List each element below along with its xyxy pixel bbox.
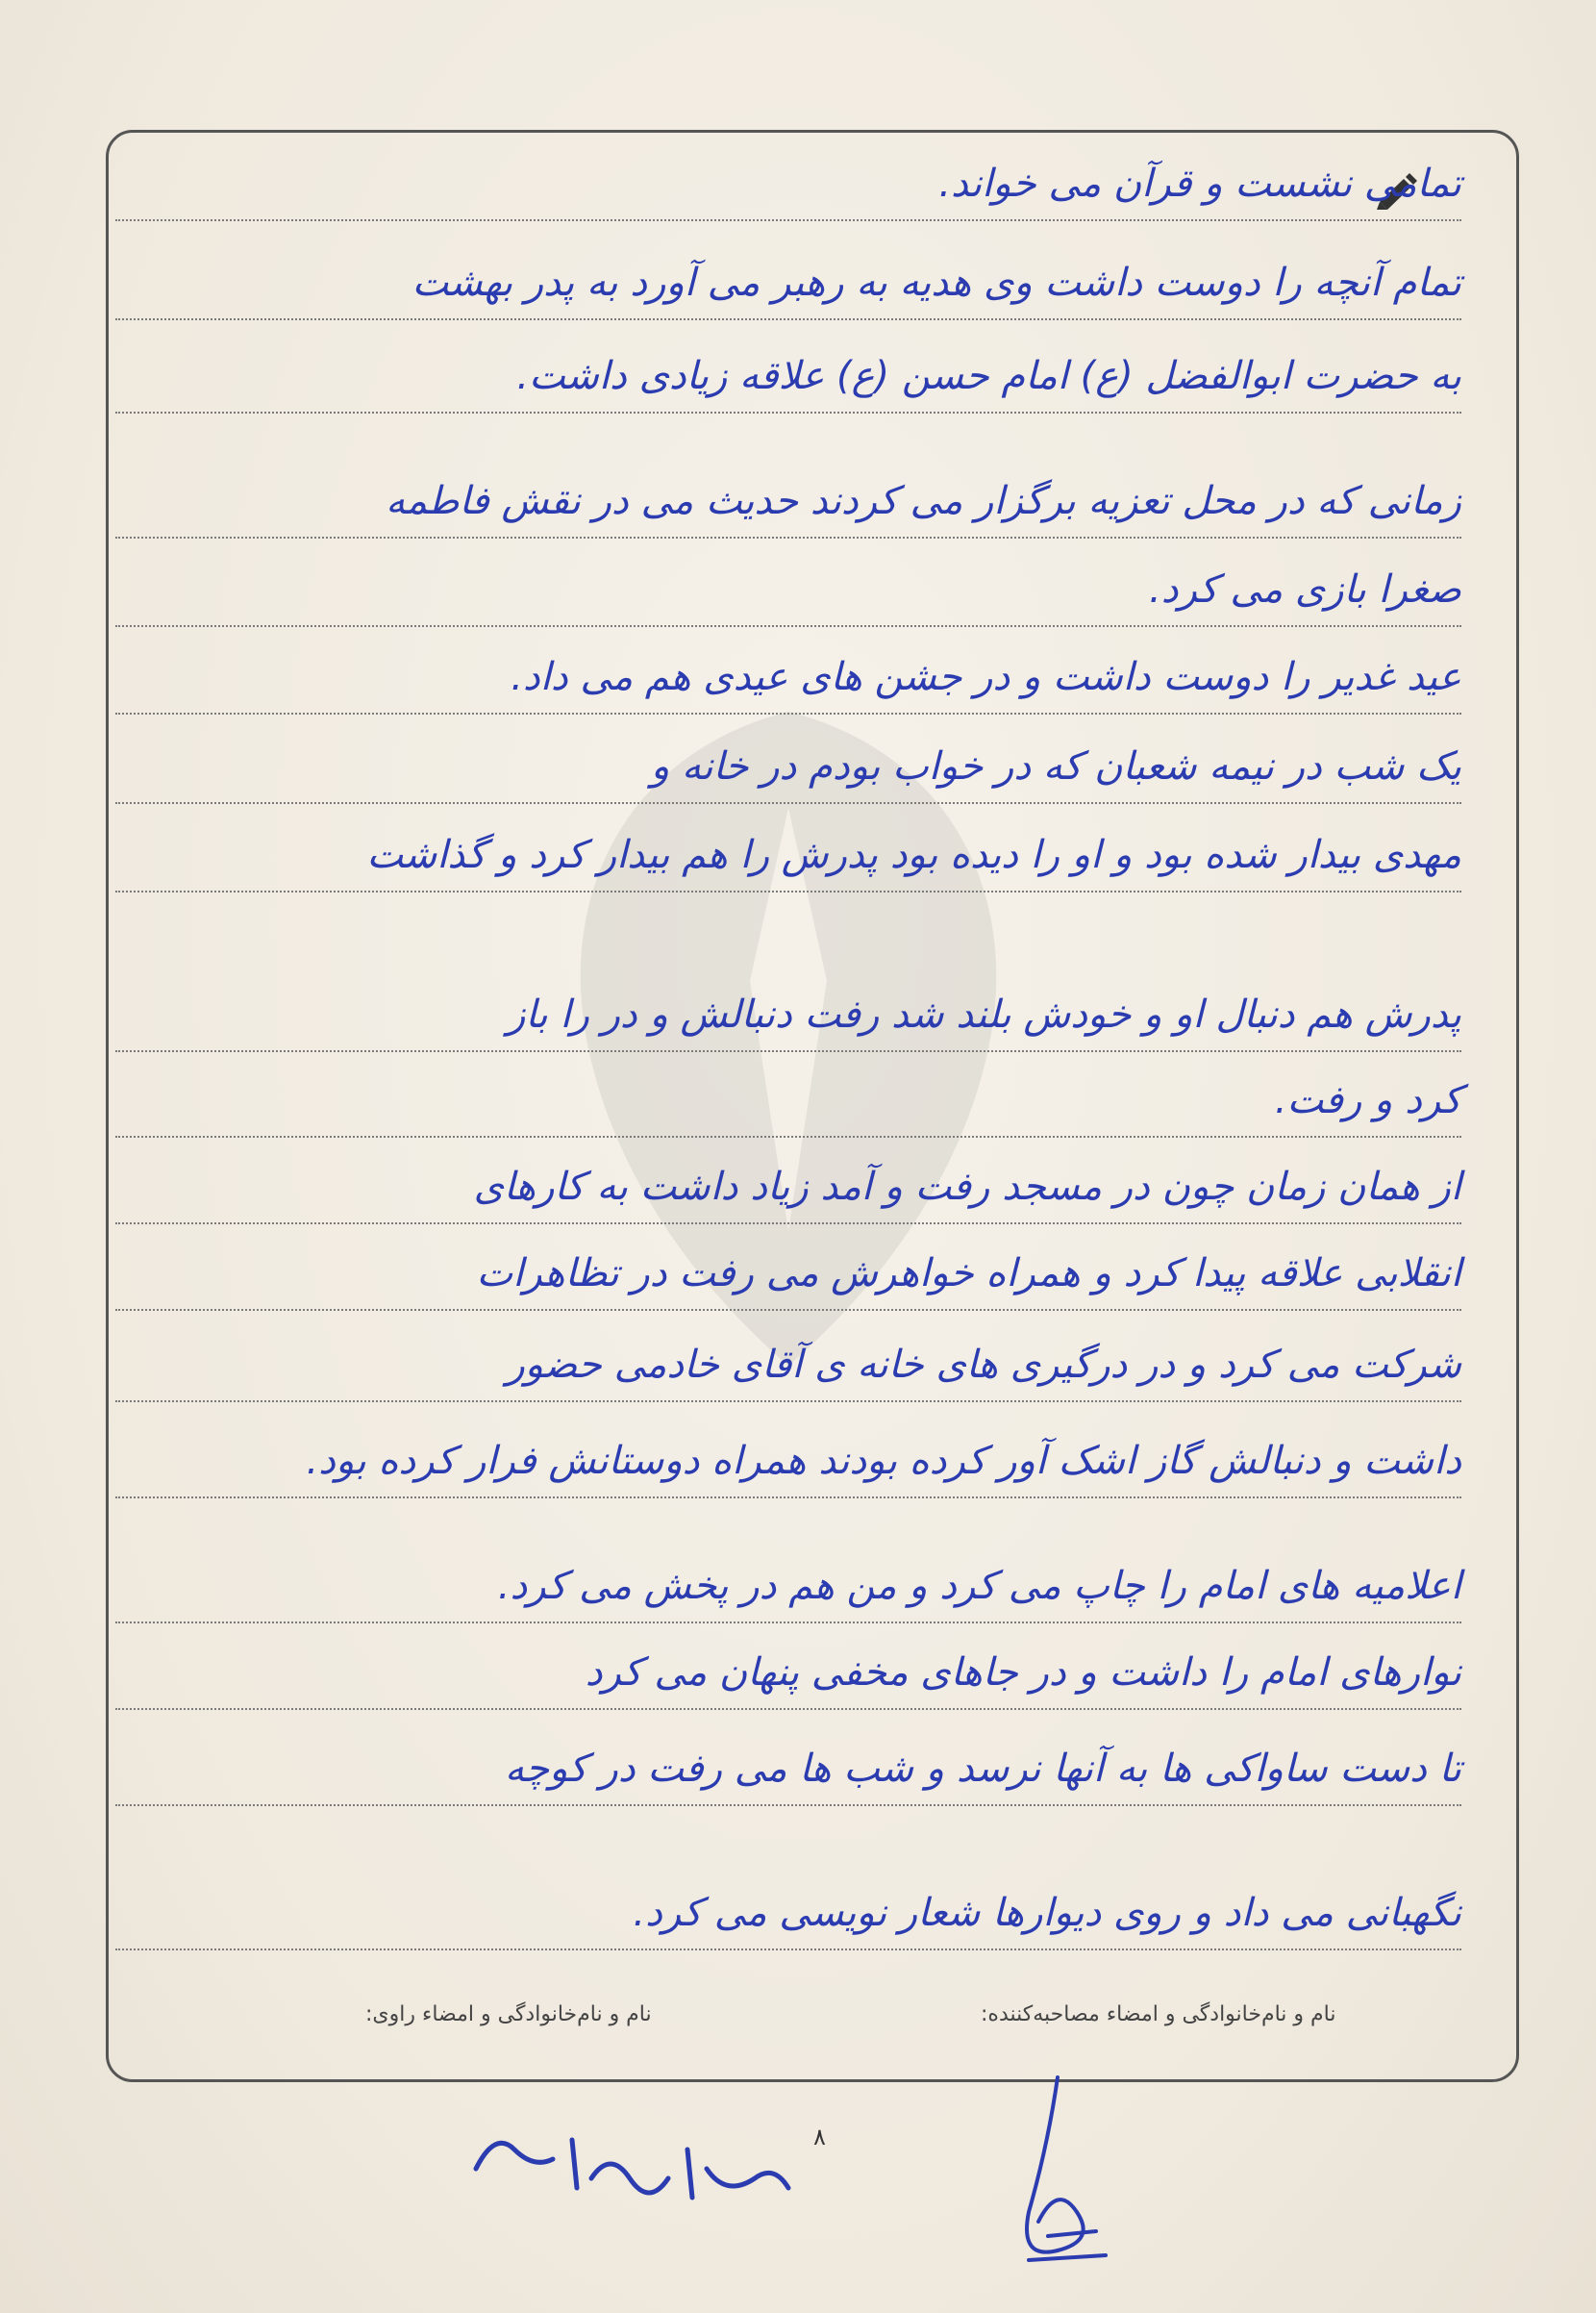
text-line-8: مهدی بیدار شده بود و او را دیده بود پدرش را هم بیدار کرد و گذاشت: [115, 817, 1461, 893]
narrator-signature: [457, 2111, 803, 2226]
page-number: ۸: [813, 2124, 826, 2150]
text-line-12: انقلابی علاقه پیدا کرد و همراه خواهرش می رفت در تظاهرات: [115, 1236, 1461, 1311]
narrator-label: نام و نام‌خانوادگی و امضاء راوی:: [365, 2002, 652, 2026]
text-line-5: صغرا بازی می کرد.: [115, 552, 1461, 627]
text-line-10: کرد و رفت.: [115, 1063, 1461, 1138]
text-line-13: شرکت می کرد و در درگیری های خانه ی آقای خادمی حضور: [115, 1327, 1461, 1402]
text-line-4: زمانی که در محل تعزیه برگزار می کردند حدیث می در نقش فاطمه: [115, 464, 1461, 539]
text-line-3: به حضرت ابوالفضل (ع) امام حسن (ع) علاقه زیادی داشت.: [115, 339, 1461, 414]
interviewer-signature: [990, 2068, 1135, 2275]
text-line-6: عید غدیر را دوست داشت و در جشن های عیدی هم می داد.: [115, 640, 1461, 715]
text-line-17: تا دست ساواکی ها به آنها نرسد و شب ها می رفت در کوچه: [115, 1731, 1461, 1806]
text-line-14: داشت و دنبالش گاز اشک آور کرده بودند همراه دوستانش فرار کرده بود.: [115, 1423, 1461, 1498]
text-line-16: نوارهای امام را داشت و در جاهای مخفی پنهان می کرد: [115, 1635, 1461, 1710]
text-line-11: از همان زمان چون در مسجد رفت و آمد زیاد داشت به کارهای: [115, 1149, 1461, 1224]
text-line-7: یک شب در نیمه شعبان که در خواب بودم در خانه و: [115, 729, 1461, 804]
text-line-9: پدرش هم دنبال او و خودش بلند شد رفت دنبالش و در را باز: [115, 977, 1461, 1052]
text-line-18: نگهبانی می داد و روی دیوارها شعار نویسی می کرد.: [115, 1875, 1461, 1950]
text-line-2: تمام آنچه را دوست داشت وی هدیه به رهبر می آورد به پدر بهشت: [115, 245, 1461, 320]
interviewer-label: نام و نام‌خانوادگی و امضاء مصاحبه‌کننده:: [981, 2002, 1336, 2026]
text-line-15: اعلامیه های امام را چاپ می کرد و من هم در پخش می کرد.: [115, 1548, 1461, 1623]
text-line-1: تمامی نشست و قرآن می خواند.: [115, 146, 1461, 221]
